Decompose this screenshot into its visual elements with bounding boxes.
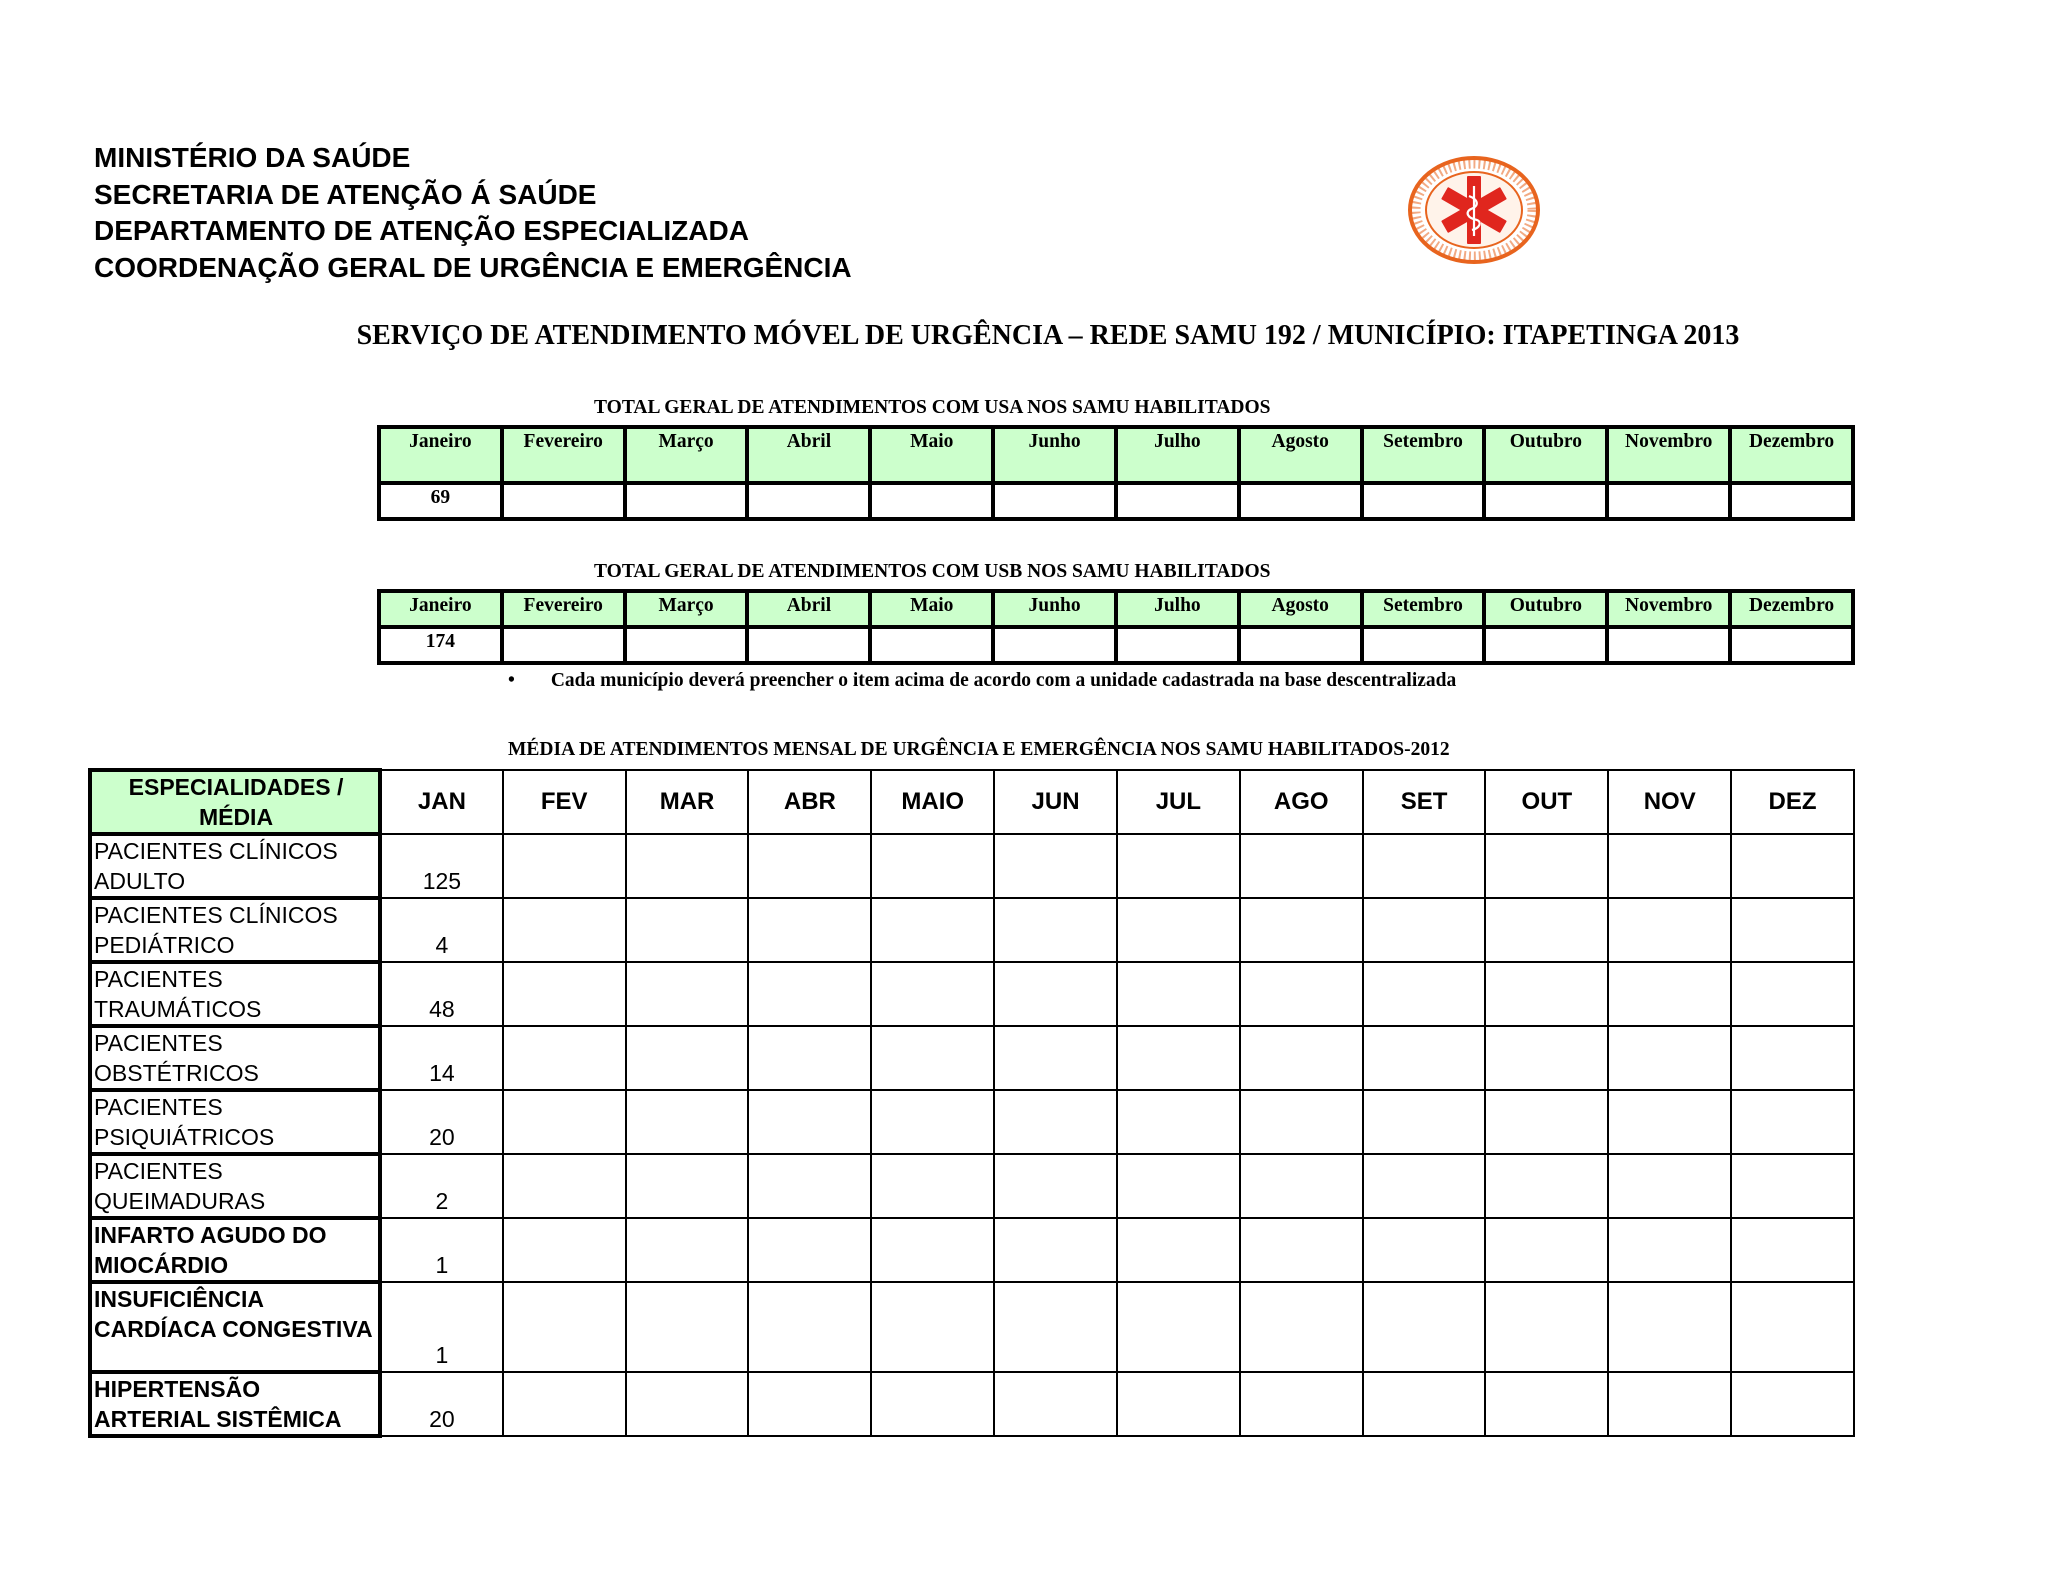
media-value [1240,834,1363,898]
media-value [871,834,994,898]
month-header: Maio [870,591,993,627]
table-row [90,962,1854,1026]
media-value [503,1218,626,1282]
media-value: 20 [380,1090,503,1154]
month-header: Abril [747,427,870,483]
usb-value [1239,627,1362,663]
header-line: SECRETARIA DE ATENÇÃO Á SAÚDE [94,178,597,210]
media-value [626,898,749,962]
usa-value [747,483,870,519]
usb-value [1362,627,1485,663]
usa-value: 69 [379,483,502,519]
media-value [1117,962,1240,1026]
media-value [871,1154,994,1218]
media-value: 4 [380,898,503,962]
specialty-label: INSUFICIÊNCIA CARDÍACA CONGESTIVA [90,1282,380,1372]
specialty-label: PACIENTES QUEIMADURAS [90,1154,380,1218]
month-header: Novembro [1607,591,1730,627]
media-value [626,834,749,898]
month-header: JAN [380,770,503,834]
usa-value [1362,483,1485,519]
media-value [871,1026,994,1090]
media-value [1608,1154,1731,1218]
month-header: SET [1363,770,1486,834]
month-header: Novembro [1607,427,1730,483]
table-row [90,834,1854,898]
month-header: JUL [1117,770,1240,834]
media-value [1363,962,1486,1026]
media-value [626,962,749,1026]
usb-value [1607,627,1730,663]
media-value [871,1218,994,1282]
media-value [1608,898,1731,962]
media-value [1485,1282,1608,1372]
media-value [871,1372,994,1436]
media-value [503,1090,626,1154]
media-value [626,1282,749,1372]
usb-value: 174 [379,627,502,663]
usb-value [1730,627,1853,663]
media-value: 1 [380,1218,503,1282]
media-value [994,1090,1117,1154]
media-value [503,898,626,962]
media-value [1363,1026,1486,1090]
media-value [871,898,994,962]
media-value [503,962,626,1026]
media-value [748,1372,871,1436]
media-value [1485,834,1608,898]
header-line: MINISTÉRIO DA SAÚDE [94,142,411,173]
media-value [1117,1282,1240,1372]
media-value [748,1154,871,1218]
media-value [1731,1026,1854,1090]
instruction-note [508,670,1456,692]
usb-table [377,589,1855,665]
month-header: Julho [1116,427,1239,483]
usa-value [870,483,993,519]
media-value: 1 [380,1282,503,1372]
usa-value [1116,483,1239,519]
specialty-label: HIPERTENSÃO ARTERIAL SISTÊMICA [90,1372,380,1436]
specialty-label: PACIENTES PSIQUIÁTRICOS [90,1090,380,1154]
media-value [1485,962,1608,1026]
month-header: Fevereiro [502,427,625,483]
media-value [503,834,626,898]
month-header: Fevereiro [502,591,625,627]
media-value [1485,1154,1608,1218]
media-value [1731,962,1854,1026]
month-header: Setembro [1362,591,1485,627]
usa-table [377,425,1855,521]
month-header: Agosto [1239,427,1362,483]
month-header: MAR [626,770,749,834]
month-header: Janeiro [379,591,502,627]
media-value [1731,1090,1854,1154]
media-value [1240,1026,1363,1090]
media-table [88,768,1855,1438]
month-header: JUN [994,770,1117,834]
month-header: Julho [1116,591,1239,627]
media-value [871,1282,994,1372]
table-row [90,1282,1854,1372]
media-value [871,962,994,1026]
table-row [90,1372,1854,1436]
table-row [90,1026,1854,1090]
page-title: SERVIÇO DE ATENDIMENTO MÓVEL DE URGÊNCIA – REDE SAMU 192 / MUNICÍPIO: ITAPETINGA 2013 [356,320,1740,351]
media-value [1731,1154,1854,1218]
month-header: Junho [993,591,1116,627]
media-value [626,1218,749,1282]
month-header: Dezembro [1730,591,1853,627]
note-text: Cada município deverá preencher o item acima de acordo com a unidade cadastrada na base descentralizada [550,670,1457,691]
month-header: DEZ [1731,770,1854,834]
media-value [1117,1218,1240,1282]
header-line: COORDENAÇÃO GERAL DE URGÊNCIA E EMERGÊNCIA [94,251,852,283]
media-value [626,1090,749,1154]
table-row [90,1090,1854,1154]
month-header: FEV [503,770,626,834]
month-header: Junho [993,427,1116,483]
month-header: Dezembro [1730,427,1853,483]
media-value [1608,1218,1731,1282]
specialty-label: INFARTO AGUDO DO MIOCÁRDIO [90,1218,380,1282]
usb-value [1484,627,1607,663]
media-value: 20 [380,1372,503,1436]
media-value [503,1372,626,1436]
media-value [1363,1372,1486,1436]
media-value [626,1372,749,1436]
media-value [994,1372,1117,1436]
media-value [1117,834,1240,898]
specialty-label: PACIENTES OBSTÉTRICOS [90,1026,380,1090]
month-header: OUT [1485,770,1608,834]
media-value [871,1090,994,1154]
month-header: Maio [870,427,993,483]
table-row [90,898,1854,962]
media-value [1240,1372,1363,1436]
media-value: 14 [380,1026,503,1090]
media-value: 48 [380,962,503,1026]
media-value [1608,1026,1731,1090]
media-value [626,1026,749,1090]
media-value [1363,1090,1486,1154]
table-row [90,1218,1854,1282]
media-value [1363,898,1486,962]
usa-value [625,483,748,519]
media-value [994,962,1117,1026]
usa-value [1730,483,1853,519]
specialty-label: PACIENTES CLÍNICOS ADULTO [90,834,380,898]
media-value [1363,1282,1486,1372]
usb-value [870,627,993,663]
media-value: 2 [380,1154,503,1218]
usb-table-caption: TOTAL GERAL DE ATENDIMENTOS COM USB NOS SAMU HABILITADOS [594,561,1271,582]
specialty-label: PACIENTES CLÍNICOS PEDIÁTRICO [90,898,380,962]
media-value [994,898,1117,962]
media-value [1608,1090,1731,1154]
usa-value [1239,483,1362,519]
month-header: Setembro [1362,427,1485,483]
month-header: Abril [747,591,870,627]
media-value: 125 [380,834,503,898]
usb-value [625,627,748,663]
media-value [1240,962,1363,1026]
ministry-header [94,140,852,286]
usb-value [747,627,870,663]
usa-value [993,483,1116,519]
media-value [1363,834,1486,898]
media-value [503,1282,626,1372]
month-header: Outubro [1484,591,1607,627]
month-header: NOV [1608,770,1731,834]
media-value [748,1026,871,1090]
month-header: Março [625,591,748,627]
media-value [1485,1218,1608,1282]
media-value [1485,1026,1608,1090]
media-value [626,1154,749,1218]
media-value [1117,1372,1240,1436]
month-header: Outubro [1484,427,1607,483]
media-value [1731,834,1854,898]
usb-value [1116,627,1239,663]
usa-value [1607,483,1730,519]
media-value [1731,898,1854,962]
media-value [1117,898,1240,962]
media-value [1240,898,1363,962]
media-value [748,1282,871,1372]
media-value [1485,1090,1608,1154]
media-value [503,1154,626,1218]
specialties-header: ESPECIALIDADES / MÉDIA [90,770,380,834]
media-value [1485,1372,1608,1436]
media-value [1117,1154,1240,1218]
media-value [1240,1282,1363,1372]
month-header: Agosto [1239,591,1362,627]
media-value [994,1154,1117,1218]
media-value [748,834,871,898]
media-value [994,1026,1117,1090]
media-value [994,1282,1117,1372]
media-value [1731,1372,1854,1436]
table-row [90,1154,1854,1218]
month-header: Janeiro [379,427,502,483]
usa-value [1484,483,1607,519]
media-value [1608,962,1731,1026]
samu-logo-icon [1408,156,1540,264]
usa-value [502,483,625,519]
header-line: DEPARTAMENTO DE ATENÇÃO ESPECIALIZADA [94,215,749,246]
media-value [1608,1282,1731,1372]
media-value [748,898,871,962]
month-header: AGO [1240,770,1363,834]
usb-value [993,627,1116,663]
media-value [1363,1218,1486,1282]
month-header: ABR [748,770,871,834]
media-value [994,834,1117,898]
media-value [994,1218,1117,1282]
usb-value [502,627,625,663]
media-value [748,1218,871,1282]
media-value [1117,1026,1240,1090]
media-table-caption: MÉDIA DE ATENDIMENTOS MENSAL DE URGÊNCIA E EMERGÊNCIA NOS SAMU HABILITADOS-2012 [508,739,1450,760]
media-value [1608,834,1731,898]
media-value [1240,1090,1363,1154]
bullet-icon: • [508,670,515,691]
usa-table-caption: TOTAL GERAL DE ATENDIMENTOS COM USA NOS SAMU HABILITADOS [594,397,1271,418]
media-value [1240,1154,1363,1218]
media-value [1731,1218,1854,1282]
media-value [1485,898,1608,962]
media-value [1608,1372,1731,1436]
media-value [748,962,871,1026]
month-header: Março [625,427,748,483]
media-value [1731,1282,1854,1372]
media-value [1117,1090,1240,1154]
media-value [503,1026,626,1090]
month-header: MAIO [871,770,994,834]
media-value [1363,1154,1486,1218]
media-value [1240,1218,1363,1282]
media-value [748,1090,871,1154]
specialty-label: PACIENTES TRAUMÁTICOS [90,962,380,1026]
